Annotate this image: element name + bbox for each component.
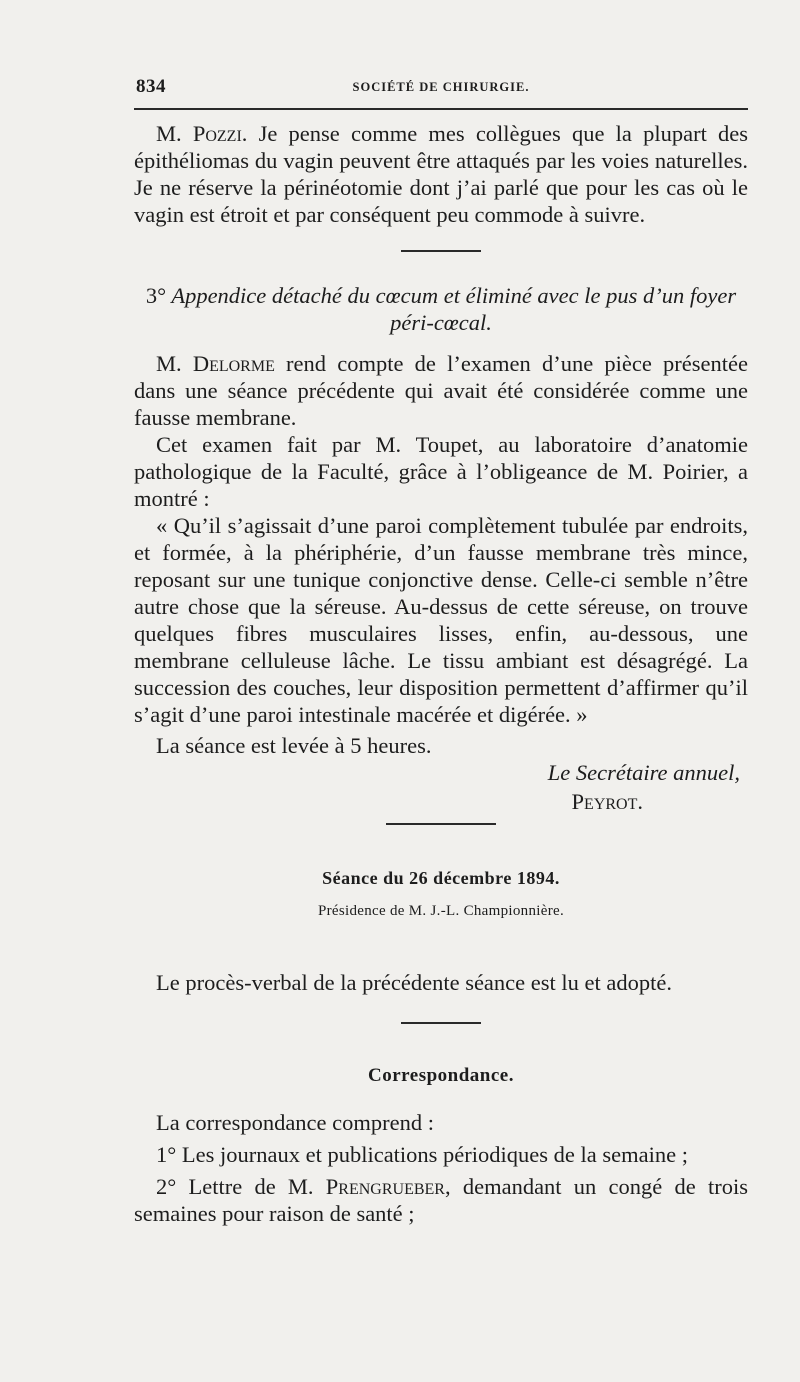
section-3-heading (134, 282, 748, 336)
section-divider (401, 250, 481, 252)
page-number: 834 (136, 76, 166, 97)
speaker-delorme: M. Delorme (156, 351, 275, 376)
item2-suffix: , demandant un congé de trois semaines pour raison de santé ; (134, 1174, 748, 1226)
pozzi-paragraph (134, 120, 748, 228)
secretary-title: Le Secrétaire annuel, (547, 760, 740, 785)
delorme-text: rend compte de l’examen d’une pièce présentée dans une séance précédente qui avait été considérée comme une fausse membrane. (134, 351, 748, 430)
running-title: SOCIÉTÉ DE CHIRURGIE. (352, 80, 530, 94)
pozzi-text: Je pense comme mes collègues que la plupart des épithéliomas du vagin peuvent être attaqués par les voies naturelles. Je ne réserve la périnéotomie dont j’ai parlé que pour les cas où le vagin est étroit et par conséquent peu commode à suivre. (134, 121, 749, 227)
correspondance-intro: La correspondance comprend : (156, 1110, 434, 1135)
item2-prefix: 2° Lettre de M. (156, 1174, 326, 1199)
correspondance-item-1: 1° Les journaux et publications périodiques de la semaine ; (156, 1142, 688, 1167)
secretary-name: Peyrot. (571, 789, 643, 814)
closing-paragraph: La séance est levée à 5 heures. (156, 733, 432, 758)
section-number: 3° (145, 283, 167, 308)
correspondance-divider (401, 1022, 481, 1024)
presidence-line: Présidence de M. J.-L. Championnière. (317, 903, 565, 919)
correspondance-heading: Correspondance. (368, 1065, 514, 1086)
correspondance-item-2 (134, 1173, 748, 1227)
examen-paragraph: Cet examen fait par M. Toupet, au laboratoire d’anatomie pathologique de la Faculté, grâce à l’obligeance de M. Poirier, a montré : (134, 432, 748, 511)
quote-paragraph: « Qu’il s’agissait d’une paroi complètement tubulée par endroits, et formée, à la phériphérie, d’un fausse membrane très mince, reposant sur une tunique conjonctive dense. Celle-ci semble n’être autre chose que la séreuse. Au-dessus de cette séreuse, on trouve quelques fibres musculaires lisses, enfin, au-dessous, une membrane celluleuse lâche. Le tissu ambiant est désagrégé. La succession des couches, leur disposition permettent d’affirmer qu’il s’agit d’une paroi intestinale macérée et digérée. » (134, 513, 748, 727)
header-rule (134, 108, 748, 110)
page-header (134, 74, 748, 104)
section-title-line1: Appendice détaché du cœcum et éliminé avec le pus d’un foyer (171, 283, 737, 308)
delorme-paragraph (134, 350, 748, 431)
item2-name: Prengrueber (325, 1174, 445, 1199)
seance-title: Séance du 26 décembre 1894. (322, 868, 560, 888)
page-body (134, 120, 748, 1227)
section-title-line2: péri-cœcal. (390, 310, 492, 335)
speaker-pozzi: M. Pozzi. (156, 121, 248, 146)
proces-verbal-paragraph: Le procès-verbal de la précédente séance est lu et adopté. (156, 970, 672, 995)
signature-divider (386, 823, 496, 825)
